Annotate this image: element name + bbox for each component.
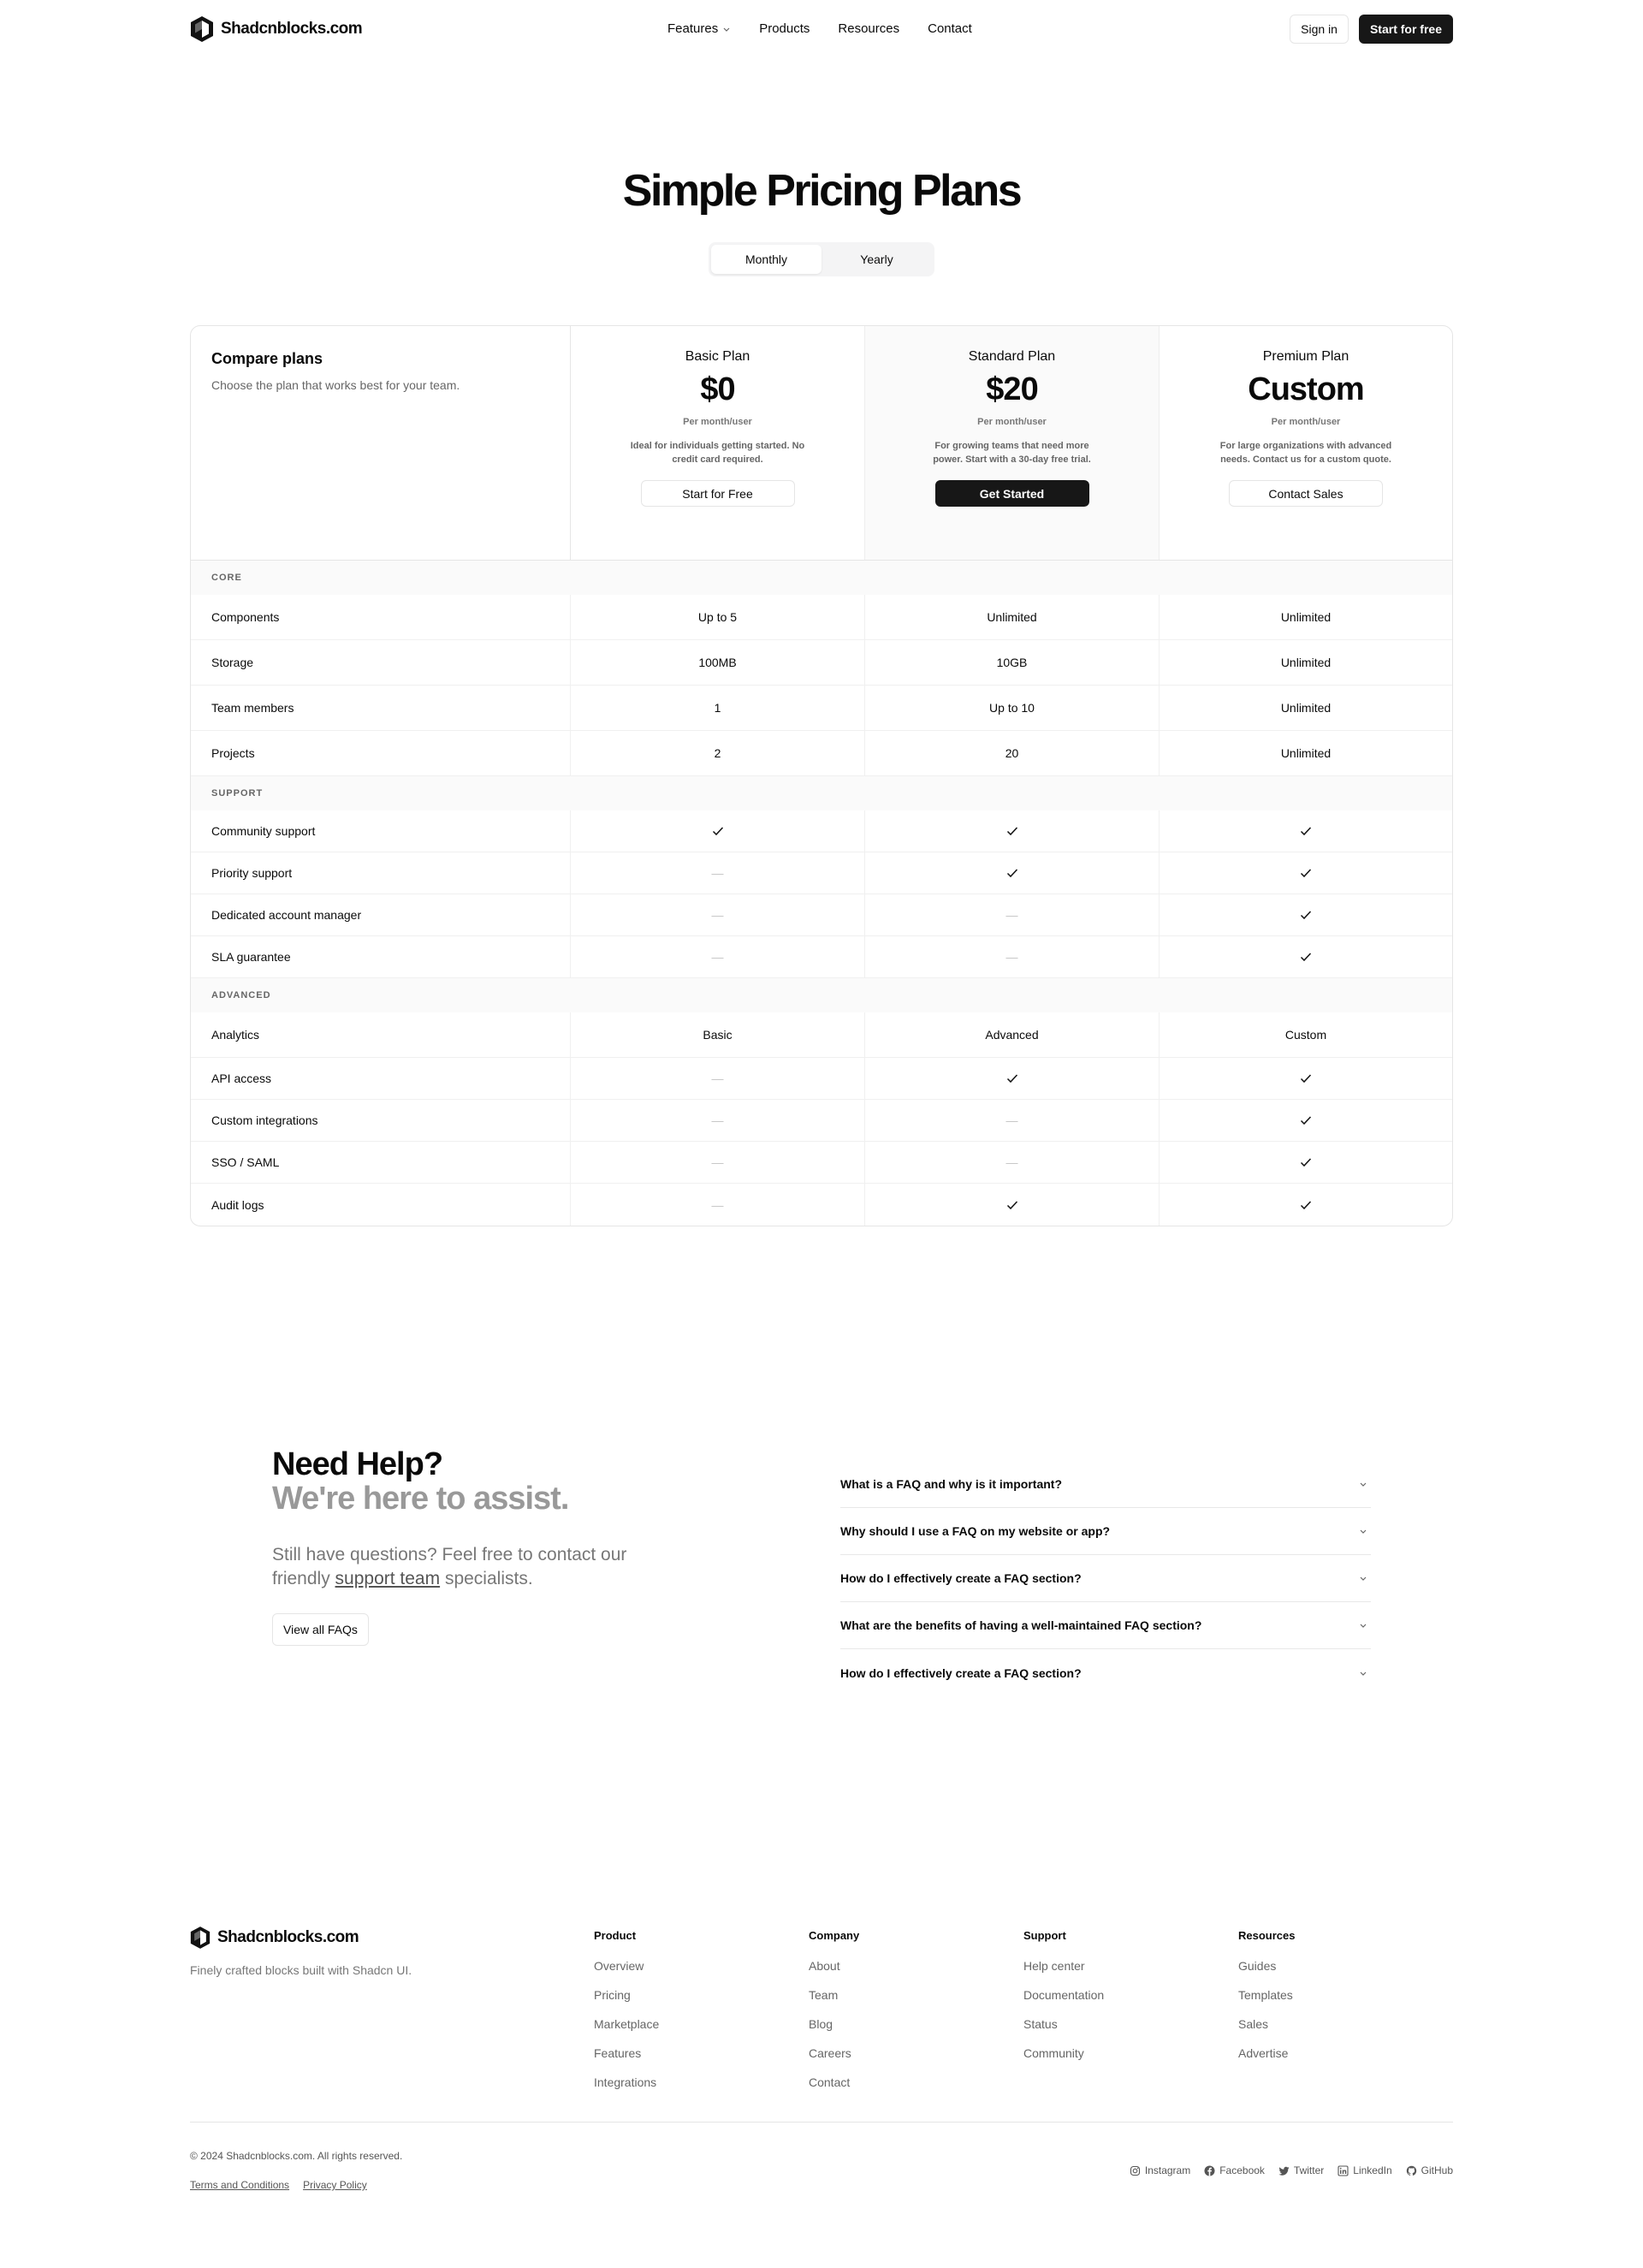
dash-icon: — — [1005, 1113, 1018, 1127]
plan-per: Per month/user — [1271, 417, 1341, 427]
plan-description: For growing teams that need more power. Start with a 30-day free trial. — [933, 441, 1091, 465]
feature-name: SSO / SAML — [191, 1142, 571, 1183]
chevron-down-icon — [1359, 1621, 1367, 1630]
dash-icon: — — [1005, 950, 1018, 964]
footer-link[interactable]: Guides — [1238, 1959, 1277, 1973]
dash-icon: — — [711, 1113, 724, 1127]
billing-toggle — [709, 242, 934, 276]
nav-actions — [1290, 15, 1453, 44]
faq-question: What are the benefits of having a well-maintained FAQ section? — [840, 1618, 1202, 1632]
table-row — [191, 1142, 1452, 1184]
dash-icon: — — [711, 908, 724, 922]
table-row — [191, 894, 1452, 936]
compare-subtitle: Choose the plan that works best for your team. — [211, 378, 460, 392]
chevron-down-icon — [1359, 1669, 1367, 1677]
twitter-icon — [1278, 2165, 1290, 2176]
feature-name: Projects — [191, 731, 571, 775]
footer-bottom — [190, 2150, 1453, 2191]
nav-link-label: Features — [667, 21, 719, 36]
footer-column-title: Product — [594, 1929, 637, 1942]
feature-not-included — [571, 1058, 865, 1099]
plan-basic — [571, 326, 865, 560]
faq-item[interactable] — [840, 1555, 1371, 1602]
plan-name: Basic Plan — [685, 349, 750, 364]
page-title: Simple Pricing Plans — [622, 166, 1021, 216]
faq-item[interactable] — [840, 1649, 1371, 1696]
faq-item[interactable] — [840, 1508, 1371, 1555]
feature-included — [1160, 936, 1452, 977]
footer-columns — [594, 1926, 1453, 2089]
brand-name: Shadcnblocks.com — [221, 20, 363, 38]
dash-icon: — — [711, 1072, 724, 1085]
plan-header-row — [191, 326, 1452, 561]
table-row — [191, 1184, 1452, 1226]
faq-question: How do I effectively create a FAQ section? — [840, 1571, 1082, 1585]
social-label: GitHub — [1421, 2164, 1453, 2176]
check-icon — [1005, 1072, 1019, 1085]
pricing-table — [190, 325, 1453, 1226]
feature-not-included — [571, 852, 865, 894]
feature-value: Custom — [1284, 1028, 1327, 1042]
footer-column — [809, 1926, 1023, 2089]
check-icon — [1299, 1198, 1313, 1212]
table-row — [191, 595, 1452, 640]
table-row — [191, 640, 1452, 686]
footer-column-title: Support — [1023, 1929, 1066, 1942]
feature-not-included — [865, 1142, 1160, 1183]
feature-included — [865, 810, 1160, 852]
social-label: Instagram — [1144, 2164, 1191, 2176]
footer-link[interactable]: Community — [1023, 2046, 1084, 2060]
footer-tagline: Finely crafted blocks built with Shadcn UI. — [190, 1963, 412, 1977]
faq-question: Why should I use a FAQ on my website or app? — [840, 1524, 1111, 1538]
footer-column-title: Company — [809, 1929, 860, 1942]
social-link-github[interactable] — [1406, 2150, 1453, 2191]
compare-title: Compare plans — [211, 350, 323, 367]
feature-name: Dedicated account manager — [191, 894, 571, 935]
feature-value: Up to 10 — [865, 686, 1160, 730]
feature-not-included — [571, 1100, 865, 1141]
brand-logo[interactable] — [190, 15, 362, 43]
legal-links — [190, 2179, 402, 2191]
footer-link[interactable]: Templates — [1238, 1988, 1293, 2002]
table-row — [191, 1012, 1452, 1058]
section-header: CORE — [191, 561, 1452, 595]
contact-sales-button[interactable]: Contact Sales — [1229, 480, 1383, 507]
feature-name: API access — [191, 1058, 571, 1099]
feature-not-included — [865, 894, 1160, 935]
plan-price: $0 — [700, 371, 735, 407]
faq-text-before: Still have questions? Feel free to contact our friendly — [272, 1545, 627, 1588]
dash-icon: — — [1005, 908, 1018, 922]
plan-name: Premium Plan — [1262, 349, 1349, 364]
sign-in-button[interactable]: Sign in — [1290, 15, 1349, 44]
feature-name: Community support — [191, 810, 571, 852]
feature-included — [571, 810, 865, 852]
nav-link-resources[interactable]: Resources — [838, 21, 900, 36]
section-header: SUPPORT — [191, 776, 1452, 810]
table-row — [191, 852, 1452, 894]
compare-intro — [191, 326, 571, 560]
toggle-yearly[interactable]: Yearly — [860, 252, 893, 266]
plan-name: Standard Plan — [968, 349, 1056, 364]
feature-included — [1160, 1184, 1452, 1226]
faq-text-after: specialists. — [440, 1569, 533, 1588]
copyright: © 2024 Shadcnblocks.com. All rights reserved. — [190, 2150, 403, 2162]
feature-included — [1160, 1100, 1452, 1141]
feature-name: Components — [191, 595, 571, 639]
section-header: ADVANCED — [191, 978, 1452, 1012]
footer-link[interactable]: Overview — [594, 1959, 644, 1973]
footer-link[interactable]: About — [809, 1959, 840, 1973]
check-icon — [711, 824, 725, 838]
footer-column-title: Resources — [1238, 1929, 1296, 1942]
feature-value: 2 — [571, 731, 865, 775]
footer-link[interactable]: Team — [809, 1988, 839, 2002]
plan-description: Ideal for individuals getting started. No credit card required. — [630, 441, 805, 465]
plan-price: Custom — [1248, 371, 1364, 407]
footer-divider — [190, 2122, 1453, 2123]
feature-not-included — [571, 936, 865, 977]
feature-name: SLA guarantee — [191, 936, 571, 977]
footer-link[interactable]: Advertise — [1238, 2046, 1289, 2060]
instagram-icon — [1130, 2165, 1141, 2176]
footer-link[interactable]: Contact — [809, 2075, 851, 2089]
feature-not-included — [865, 936, 1160, 977]
footer-link[interactable]: Marketplace — [594, 2017, 660, 2031]
social-label: Facebook — [1219, 2164, 1265, 2176]
faq-title: Need Help? — [272, 1446, 443, 1482]
social-label: LinkedIn — [1353, 2164, 1392, 2176]
faq-text — [272, 1543, 649, 1591]
table-row — [191, 686, 1452, 731]
check-icon — [1299, 866, 1313, 880]
faq-item[interactable] — [840, 1602, 1371, 1649]
nav-link-products[interactable]: Products — [759, 21, 810, 36]
footer-column — [594, 1926, 809, 2089]
plan-per: Per month/user — [977, 417, 1047, 427]
check-icon — [1005, 824, 1019, 838]
feature-name: Priority support — [191, 852, 571, 894]
privacy-link[interactable]: Privacy Policy — [303, 2179, 367, 2191]
feature-value: Unlimited — [865, 595, 1160, 639]
dash-icon: — — [711, 1155, 724, 1169]
social-label: Twitter — [1293, 2164, 1325, 2176]
feature-value: Unlimited — [1280, 610, 1332, 624]
social-link-twitter[interactable] — [1278, 2150, 1324, 2191]
top-nav — [190, 0, 1453, 58]
chevron-down-icon — [1359, 1574, 1367, 1582]
feature-name: Storage — [191, 640, 571, 685]
footer-top — [190, 1926, 1453, 2089]
feature-name: Custom integrations — [191, 1100, 571, 1141]
feature-included — [865, 1184, 1160, 1226]
table-row — [191, 810, 1452, 852]
faq-item[interactable] — [840, 1461, 1371, 1508]
feature-value: Up to 5 — [571, 595, 865, 639]
feature-name: Audit logs — [191, 1184, 571, 1226]
feature-value: Basic — [571, 1012, 865, 1057]
check-icon — [1299, 908, 1313, 922]
feature-included — [865, 852, 1160, 894]
feature-not-included — [571, 1184, 865, 1226]
feature-included — [1160, 852, 1452, 894]
footer-link[interactable]: Careers — [809, 2046, 851, 2060]
chevron-down-icon — [722, 25, 731, 33]
get-started-button[interactable]: Get Started — [935, 480, 1089, 507]
footer-link[interactable]: Pricing — [594, 1988, 631, 2002]
footer-brand-name: Shadcnblocks.com — [217, 1928, 359, 1946]
check-icon — [1005, 1198, 1019, 1212]
check-icon — [1299, 824, 1313, 838]
faq-question: How do I effectively create a FAQ section? — [840, 1665, 1082, 1680]
support-team-link[interactable]: support team — [335, 1569, 441, 1588]
footer-link[interactable]: Integrations — [594, 2075, 657, 2089]
feature-included — [1160, 1058, 1452, 1099]
feature-not-included — [571, 894, 865, 935]
start-free-button[interactable]: Start for free — [1359, 15, 1453, 44]
table-row — [191, 731, 1452, 776]
view-all-faqs-button[interactable]: View all FAQs — [272, 1613, 369, 1646]
feature-included — [1160, 810, 1452, 852]
footer-link[interactable]: Documentation — [1023, 1988, 1105, 2002]
facebook-icon — [1204, 2165, 1215, 2176]
chevron-down-icon — [1359, 1480, 1367, 1488]
github-icon — [1406, 2165, 1417, 2176]
feature-name: Analytics — [191, 1012, 571, 1057]
dash-icon: — — [711, 866, 724, 880]
feature-value: 20 — [865, 731, 1160, 775]
terms-link[interactable]: Terms and Conditions — [190, 2179, 290, 2191]
footer-link[interactable]: Blog — [809, 2017, 833, 2031]
footer-link[interactable]: Features — [594, 2046, 642, 2060]
feature-value: Unlimited — [1280, 746, 1332, 760]
social-link-linkedin[interactable] — [1338, 2150, 1391, 2191]
feature-value: 100MB — [571, 640, 865, 685]
feature-value: Unlimited — [1280, 701, 1332, 715]
faq-accordion — [840, 1461, 1371, 1696]
logo-icon — [190, 15, 214, 43]
check-icon — [1299, 1113, 1313, 1127]
faq-subtitle: We're here to assist. — [272, 1481, 569, 1517]
plan-description: For large organizations with advanced needs. Contact us for a custom quote. — [1219, 441, 1392, 465]
social-link-instagram[interactable] — [1130, 2150, 1190, 2191]
feature-included — [1160, 894, 1452, 935]
feature-value: Unlimited — [1280, 656, 1332, 669]
feature-value: 10GB — [865, 640, 1160, 685]
linkedin-icon — [1338, 2165, 1349, 2176]
nav-link-contact[interactable]: Contact — [928, 21, 972, 36]
footer-column — [1238, 1926, 1453, 2089]
faq-intro — [272, 1447, 840, 1696]
table-row — [191, 936, 1452, 978]
check-icon — [1299, 1072, 1313, 1085]
dash-icon: — — [711, 950, 724, 964]
social-links — [1130, 2150, 1453, 2191]
plan-price: $20 — [986, 371, 1038, 407]
feature-table-body — [191, 561, 1452, 1226]
check-icon — [1005, 866, 1019, 880]
plan-premium — [1160, 326, 1452, 560]
feature-included — [1160, 1142, 1452, 1183]
faq-question: What is a FAQ and why is it important? — [840, 1477, 1063, 1491]
check-icon — [1299, 1155, 1313, 1169]
table-row — [191, 1058, 1452, 1100]
footer-logo[interactable] — [190, 1926, 594, 1950]
faq-section — [190, 1447, 1453, 1696]
footer-link[interactable]: Help center — [1023, 1959, 1085, 1973]
social-link-facebook[interactable] — [1204, 2150, 1265, 2191]
table-row — [191, 1100, 1452, 1142]
chevron-down-icon — [1359, 1527, 1367, 1535]
feature-value: 1 — [571, 686, 865, 730]
feature-value: Advanced — [865, 1012, 1160, 1057]
check-icon — [1299, 950, 1313, 964]
feature-not-included — [865, 1100, 1160, 1141]
feature-not-included — [571, 1142, 865, 1183]
nav-links — [667, 21, 972, 36]
toggle-monthly[interactable]: Monthly — [711, 245, 822, 274]
footer-link[interactable]: Sales — [1238, 2017, 1269, 2031]
footer-brand — [190, 1926, 594, 2089]
logo-icon — [190, 1926, 211, 1950]
footer — [190, 1926, 1453, 2191]
plan-standard — [865, 326, 1160, 560]
feature-included — [865, 1058, 1160, 1099]
footer-link[interactable]: Status — [1023, 2017, 1058, 2031]
feature-name: Team members — [191, 686, 571, 730]
dash-icon: — — [711, 1197, 724, 1212]
start-for-free-button[interactable]: Start for Free — [641, 480, 795, 507]
nav-link-features[interactable] — [667, 21, 731, 36]
dash-icon: — — [1005, 1155, 1018, 1169]
plan-per: Per month/user — [683, 417, 752, 427]
footer-column — [1023, 1926, 1238, 2089]
